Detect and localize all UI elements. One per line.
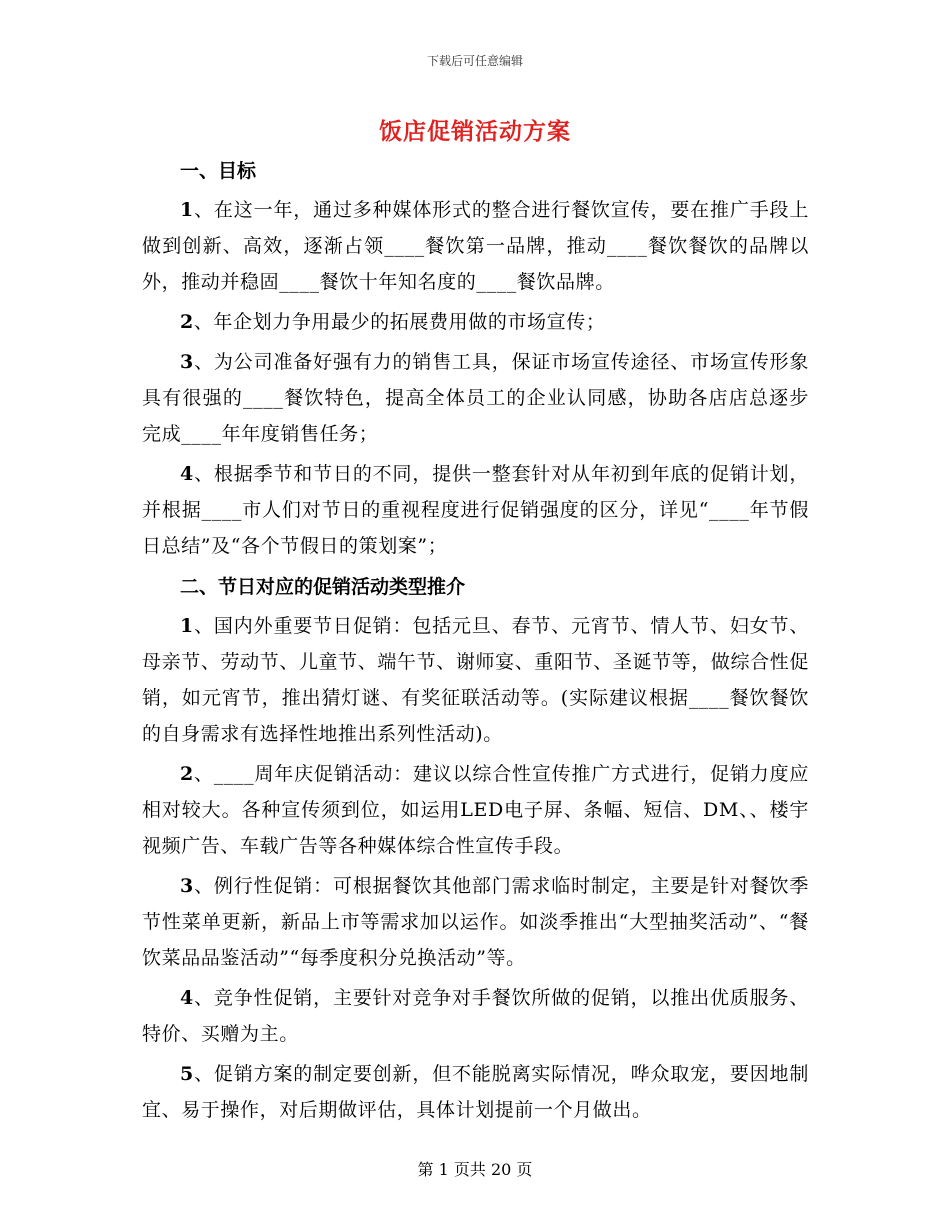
header-note: 下载后可任意编辑 (426, 54, 523, 68)
item-number: 1 (180, 615, 194, 637)
paragraph (142, 608, 809, 752)
paragraph-text: 、根据季节和节日的不同，提供一整套针对从年初到年底的促销计划，并根据____市人们对节日的重视程度进行促销强度的区分，详见“____年节假日总结”及“各个节假日的策划案”； (142, 463, 809, 557)
paragraph-text: 、竞争性促销，主要针对竞争对手餐饮所做的促销，以推出优质服务、特价、买赠为主。 (142, 987, 809, 1045)
paragraph (142, 980, 809, 1052)
paragraph (142, 304, 809, 340)
item-number: 4 (180, 987, 194, 1009)
paragraph (142, 344, 809, 452)
item-number: 4 (180, 463, 194, 485)
item-number: 2 (180, 311, 194, 333)
section-heading-promotions: 二、节日对应的促销活动类型推介 (180, 576, 466, 598)
paragraph-text: 、____周年庆促销活动：建议以综合性宣传推广方式进行，促销力度应相对较大。各种宣传须到位，如运用LED电子屏、条幅、短信、DM、、楼宇视频广告、车载广告等各种媒体综合性宣传手段。 (142, 763, 809, 857)
paragraph-text: 、年企划力争用最少的拓展费用做的市场宣传； (193, 311, 606, 333)
item-number: 5 (180, 1063, 194, 1085)
item-number: 3 (180, 351, 194, 373)
paragraph-text: 、为公司准备好强有力的销售工具，保证市场宣传途径、市场宣传形象具有很强的____餐饮特色，提高全体员工的企业认同感，协助各店店总逐步完成____年年度销售任务； (142, 351, 809, 445)
page-number: 第 1 页共 20 页 (417, 1160, 533, 1179)
paragraph (142, 456, 809, 564)
paragraph (142, 1056, 809, 1128)
item-number: 2 (180, 763, 194, 785)
paragraph-text: 、国内外重要节日促销：包括元旦、春节、元宵节、情人节、妇女节、母亲节、劳动节、儿童节、端午节、谢师宴、重阳节、圣诞节等，做综合性促销，如元宵节，推出猜灯谜、有奖征联活动等。(实际建议根据____餐饮餐饮的自身需求有选择性地推出系列性活动)。 (142, 615, 809, 745)
paragraph (142, 192, 809, 300)
item-number: 3 (180, 875, 194, 897)
item-number: 1 (180, 199, 194, 221)
document-title: 饭店促销活动方案 (379, 118, 571, 145)
paragraph-text: 、在这一年，通过多种媒体形式的整合进行餐饮宣传，要在推广手段上做到创新、高效，逐渐占领____餐饮第一品牌，推动____餐饮餐饮的品牌以外，推动并稳固____餐饮十年知名度的____餐饮品牌。 (142, 199, 809, 293)
section-heading-goals: 一、目标 (180, 160, 257, 182)
paragraph (142, 756, 809, 864)
paragraph-text: 、例行性促销：可根据餐饮其他部门需求临时制定，主要是针对餐饮季节性菜单更新，新品上市等需求加以运作。如淡季推出“大型抽奖活动”、“餐饮菜品品鉴活动”“每季度积分兑换活动”等。 (142, 875, 809, 969)
paragraph-text: 、促销方案的制定要创新，但不能脱离实际情况，哗众取宠，要因地制宜、易于操作，对后期做评估，具体计划提前一个月做出。 (142, 1063, 809, 1121)
document-body (142, 148, 809, 1132)
paragraph (142, 868, 809, 976)
